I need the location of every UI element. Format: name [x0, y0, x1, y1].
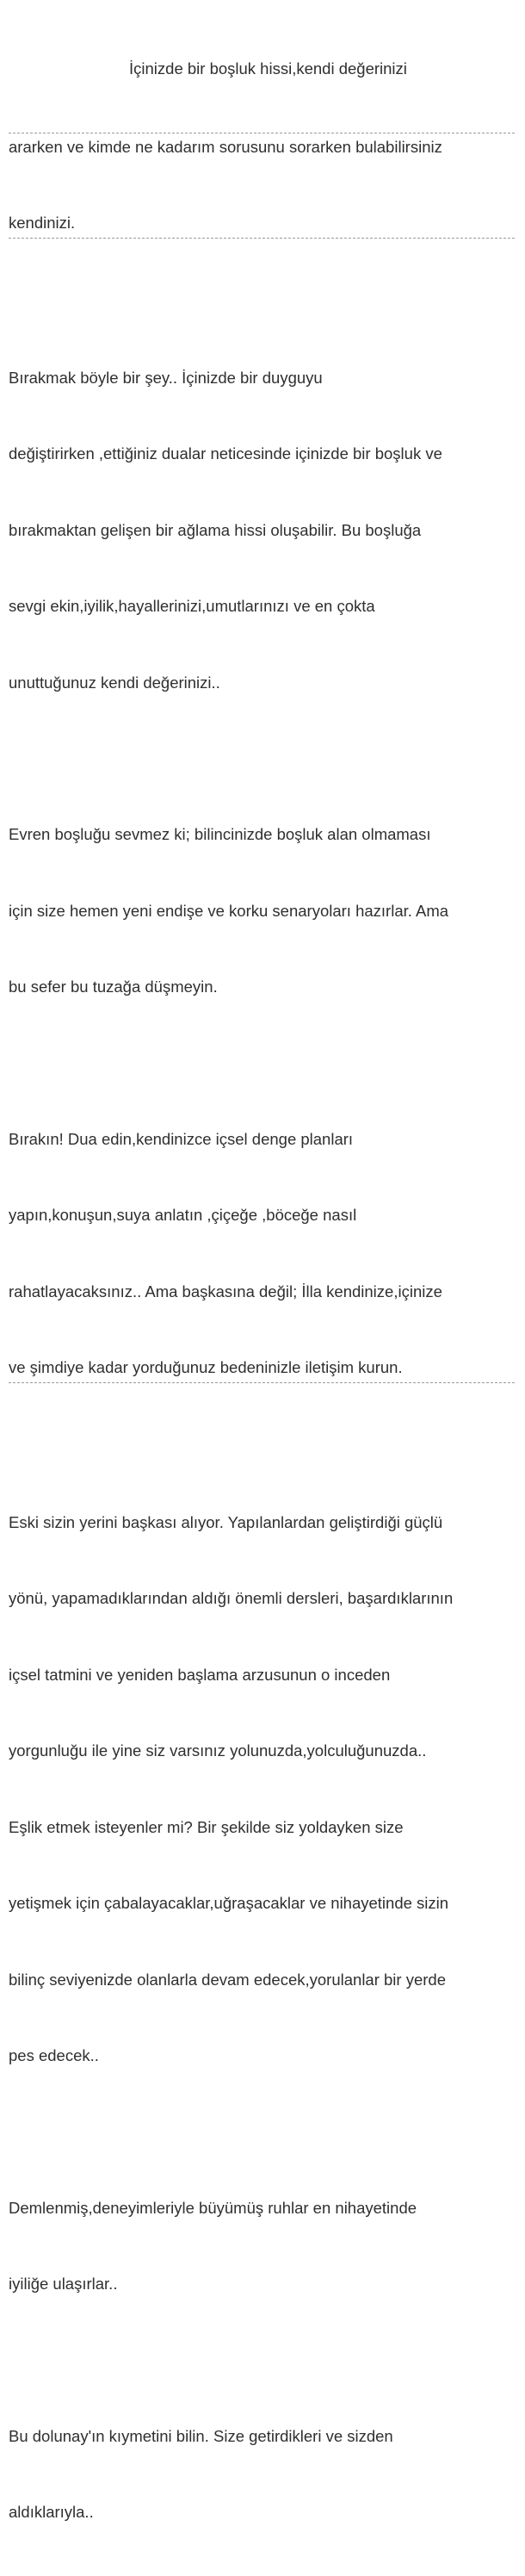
paragraph-2	[9, 314, 515, 747]
paragraph-2-line-2: değiştirirken ,ettiğiniz dualar neticesinde içinizde bir boşluk ve	[9, 444, 442, 462]
paragraph-6-line-1: Demlenmiş,deneyimleriyle büyümüş ruhlar en nihayetinde	[9, 2198, 417, 2217]
paragraph-7-line-1: Bu dolunay'ın kıymetini bilin. Size getirdikleri ve sizden	[9, 2426, 393, 2445]
paragraph-5-line-6: yetişmek için çabalayacaklar,uğraşacaklar ve nihayetinde sizin	[9, 1894, 449, 1912]
paragraph-5-line-8: pes edecek..	[9, 2046, 99, 2064]
paragraph-1-line-1-text: İçinizde bir boşluk hissi,kendi değerinizi	[129, 59, 407, 78]
paragraph-6-line-2: iyiliğe ulaşırlar..	[9, 2275, 118, 2293]
paragraph-2-line-1: Bırakmak böyle bir şey.. İçinizde bir duyguyu	[9, 368, 323, 387]
paragraph-5-line-3: içsel tatmini ve yeniden başlama arzusunun o inceden	[9, 1665, 391, 1684]
paragraph-6	[9, 2145, 515, 2348]
paragraph-3-line-1: Evren boşluğu sevmez ki; bilincinizde boşluk alan olmaması	[9, 825, 431, 843]
paragraph-5-line-2: yönü, yapamadıklarından aldığı önemli dersleri, başardıklarının	[9, 1589, 454, 1607]
paragraph-7-line-2: aldıklarıyla..	[9, 2503, 94, 2521]
paragraph-3	[9, 771, 515, 1051]
paragraph-5-line-1: Eski sizin yerini başkası alıyor. Yapılanlardan geliştirdiği güçlü	[9, 1512, 443, 1531]
paragraph-1-line-3: kendinizi.	[9, 210, 515, 239]
paragraph-4-line-1: Bırakın! Dua edin,kendinizce içsel denge planları	[9, 1129, 354, 1148]
paragraph-1-line-1	[9, 56, 515, 82]
paragraph-2-line-3: bırakmaktan gelişen bir ağlama hissi oluşabilir. Bu boşluğa	[9, 520, 422, 539]
paragraph-2-line-5: unuttuğunuz kendi değerinizi..	[9, 673, 220, 692]
paragraph-1-line-2: ararken ve kimde ne kadarım sorusunu sorarken bulabilirsiniz	[9, 133, 515, 160]
paragraph-4-line-4: ve şimdiye kadar yorduğunuz bedeninizle iletişim kurun.	[9, 1355, 515, 1383]
paragraph-5-line-5: Eşlik etmek isteyenler mi? Bir şekilde siz yoldayken size	[9, 1817, 404, 1836]
paragraph-7	[9, 2373, 515, 2576]
paragraph-1	[9, 5, 515, 289]
paragraph-5-line-7: bilinç seviyenizde olanlarla devam edecek,yorulanlar bir yerde	[9, 1970, 446, 1989]
paragraph-3-line-2: için size hemen yeni endişe ve korku senaryoları hazırlar. Ama	[9, 901, 449, 920]
paragraph-4-line-2: yapın,konuşun,suya anlatın ,çiçeğe ,böceğe nasıl	[9, 1206, 357, 1224]
paragraph-5	[9, 1459, 515, 2120]
paragraph-4-line-3: rahatlayacaksınız.. Ama başkasına değil; İlla kendinize,içinize	[9, 1282, 442, 1300]
paragraph-2-line-4: sevgi ekin,iyilik,hayallerinizi,umutlarınızı ve en çokta	[9, 597, 375, 615]
paragraph-3-line-3: bu sefer bu tuzağa düşmeyin.	[9, 978, 218, 996]
paragraph-4	[9, 1076, 515, 1434]
paragraph-5-line-4: yorgunluğu ile yine siz varsınız yolunuzda,yolculuğunuzda..	[9, 1741, 427, 1760]
